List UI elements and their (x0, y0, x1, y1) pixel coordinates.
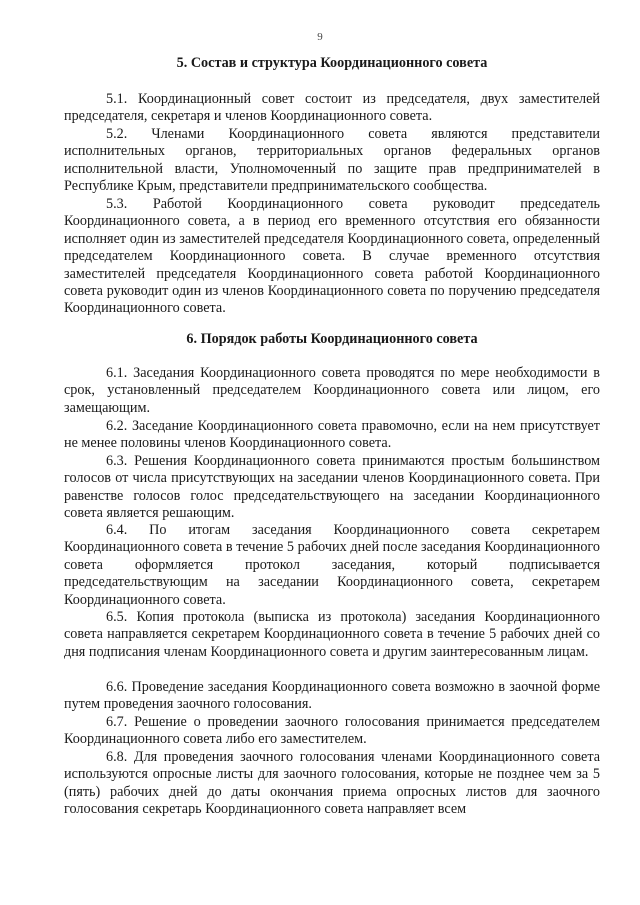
page-number: 9 (317, 31, 323, 43)
paragraph-6-7: 6.7. Решение о проведении заочного голосования принимается председателем Координационного совета либо его заместителем. (64, 714, 600, 748)
paragraph-6-3: 6.3. Решения Координационного совета принимаются простым большинством голосов от числа присутствующих на заседании членов Координационного совета. При равенстве голосов голос председательствующего на заседании Координационного совета является решающим. (64, 453, 600, 522)
paragraph-5-3: 5.3. Работой Координационного совета руководит председатель Координационного совета, а в период его временного отсутствия его обязанности исполняет один из заместителей председателя Координационного совета, определенный председателем Координационного совета. В случае временного отсутствия заместителей председателя Координационного совета работой Координационного совета руководит один из членов Координационного совета по поручению председателя Координационного совета. (64, 196, 600, 317)
paragraph-6-6: 6.6. Проведение заседания Координационного совета возможно в заочной форме путем проведения заочного голосования. (64, 679, 600, 713)
paragraph-6-5: 6.5. Копия протокола (выписка из протокола) заседания Координационного совета направляется секретарем Координационного совета в течение 5 рабочих дней со дня подписания членам Координационного совета и другим заинтересованным лицам. (64, 609, 600, 660)
paragraph-6-2: 6.2. Заседание Координационного совета правомочно, если на нем присутствует не менее половины членов Координационного совета. (64, 418, 600, 452)
paragraph-5-2: 5.2. Членами Координационного совета являются представители исполнительных органов, территориальных органов федеральных органов исполнительной власти, Уполномоченный по защите прав предпринимателей в Республике Крым, представители предпринимательского сообщества. (64, 126, 600, 195)
section-5-heading: 5. Состав и структура Координационного совета (176, 55, 488, 71)
paragraph-6-1: 6.1. Заседания Координационного совета проводятся по мере необходимости в срок, установленный председателем Координационного совета или лицом, его замещающим. (64, 365, 600, 416)
paragraph-5-1: 5.1. Координационный совет состоит из председателя, двух заместителей председателя, секретаря и членов Координационного совета. (64, 91, 600, 125)
paragraph-6-4: 6.4. По итогам заседания Координационного совета секретарем Координационного совета в течение 5 рабочих дней после заседания Координационного совета оформляется протокол заседания, который подписывается председательствующим на заседании Координационного совета, секретарем Координационного совета. (64, 522, 600, 608)
section-6-heading: 6. Порядок работы Координационного совета (186, 331, 478, 347)
paragraph-6-8: 6.8. Для проведения заочного голосования членами Координационного совета используются опросные листы для заочного голосования, которые не позднее чем за 5 (пять) рабочих дней до даты окончания приема опросных листов для заочного голосования секретарь Координационного совета направляет всем (64, 749, 600, 818)
